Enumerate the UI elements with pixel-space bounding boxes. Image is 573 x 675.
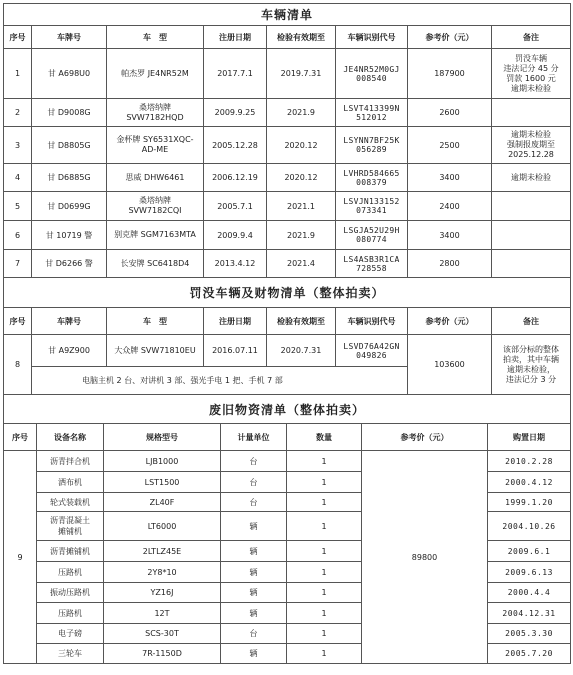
vehicle-model: 大众牌 SVW71810EU: [107, 335, 204, 367]
registration-date: 2013.4.12: [204, 250, 267, 278]
column-header: 车牌号: [32, 26, 107, 49]
vehicle-row: [4, 164, 571, 192]
row-number: 6: [4, 221, 32, 250]
vin: JE4NR52M0GJ 008540: [336, 49, 408, 99]
reference-price: 3400: [408, 221, 492, 250]
registration-date: 2017.7.1: [204, 49, 267, 99]
vehicle-row: [4, 192, 571, 221]
quantity: 1: [287, 583, 362, 603]
vehicle-model: 帕杰罗 JE4NR52M: [107, 49, 204, 99]
vehicle-row: [4, 221, 571, 250]
inspection-valid-until: 2021.1: [267, 192, 336, 221]
remark: [492, 221, 571, 250]
vehicle-model: 桑塔纳牌 SVW7182CQI: [107, 192, 204, 221]
quantity: 1: [287, 493, 362, 512]
remark: 该部分标的整体 拍卖，其中车辆 逾期未检验， 违法记分 3 分: [492, 335, 571, 395]
row-number: 7: [4, 250, 32, 278]
column-header: 计量单位: [221, 424, 287, 451]
spec-model: YZ16J: [104, 583, 221, 603]
equipment-name: 压路机: [37, 603, 104, 624]
vin: LSVD76A42GN 049826: [336, 335, 408, 367]
column-header: 注册日期: [204, 26, 267, 49]
equipment-name: 沥青混凝土 摊铺机: [37, 512, 104, 541]
vehicle-row: [4, 127, 571, 164]
vehicle-row: [4, 49, 571, 99]
column-header: 车 型: [107, 26, 204, 49]
column-header: 序号: [4, 26, 32, 49]
unit: 台: [221, 493, 287, 512]
vehicle-list-title: 车辆清单: [4, 4, 571, 26]
unit: 台: [221, 451, 287, 472]
column-header: 序号: [4, 424, 37, 451]
inspection-valid-until: 2020.12: [267, 164, 336, 192]
unit: 辆: [221, 583, 287, 603]
reference-price: 2400: [408, 192, 492, 221]
reference-price: 3400: [408, 164, 492, 192]
unit: 辆: [221, 644, 287, 664]
plate-number: 甘 D8805G: [32, 127, 107, 164]
purchase-date: 2009.6.1: [488, 541, 571, 562]
vehicle-model: 桑塔纳牌 SVW7182HQD: [107, 99, 204, 127]
confiscated-header-row: [4, 308, 571, 335]
column-header: 规格型号: [104, 424, 221, 451]
vehicle-model: 长安牌 SC6418D4: [107, 250, 204, 278]
column-header: 序号: [4, 308, 32, 335]
spec-model: 2LTLZ45E: [104, 541, 221, 562]
unit: 台: [221, 472, 287, 493]
registration-date: 2009.9.4: [204, 221, 267, 250]
document-sheet: [0, 3, 573, 675]
registration-date: 2016.07.11: [204, 335, 267, 367]
inspection-valid-until: 2019.7.31: [267, 49, 336, 99]
reference-price: 2500: [408, 127, 492, 164]
vin: LS4ASB3R1CA 728558: [336, 250, 408, 278]
purchase-date: 2004.12.31: [488, 603, 571, 624]
column-header: 检验有效期至: [267, 26, 336, 49]
inspection-valid-until: 2020.12: [267, 127, 336, 164]
reference-price: 187900: [408, 49, 492, 99]
quantity: 1: [287, 472, 362, 493]
vin: LSYNN7BF25K 056289: [336, 127, 408, 164]
column-header: 购置日期: [488, 424, 571, 451]
plate-number: 甘 A698U0: [32, 49, 107, 99]
reference-price: 2600: [408, 99, 492, 127]
spec-model: SCS-30T: [104, 624, 221, 644]
registration-date: 2005.7.1: [204, 192, 267, 221]
quantity: 1: [287, 644, 362, 664]
scrap-list-table: [3, 394, 571, 664]
remark: [492, 99, 571, 127]
registration-date: 2009.9.25: [204, 99, 267, 127]
equipment-name: 轮式装载机: [37, 493, 104, 512]
plate-number: 甘 A9Z900: [32, 335, 107, 367]
remark: [492, 192, 571, 221]
confiscated-list-table: [3, 277, 571, 395]
column-header: 车辆识别代号: [336, 308, 408, 335]
quantity: 1: [287, 624, 362, 644]
remark: 逾期未检验 强制报废期至 2025.12.28: [492, 127, 571, 164]
purchase-date: 2000.4.12: [488, 472, 571, 493]
purchase-date: 2000.4.4: [488, 583, 571, 603]
plate-number: 甘 D6885G: [32, 164, 107, 192]
row-number: 8: [4, 335, 32, 395]
column-header: 参考价（元）: [408, 308, 492, 335]
equipment-name: 沥青摊铺机: [37, 541, 104, 562]
column-header: 注册日期: [204, 308, 267, 335]
purchase-date: 2005.3.30: [488, 624, 571, 644]
reference-price: 2800: [408, 250, 492, 278]
unit: 辆: [221, 603, 287, 624]
equipment-name: 三轮车: [37, 644, 104, 664]
row-number: 4: [4, 164, 32, 192]
column-header: 设备名称: [37, 424, 104, 451]
remark: 逾期未检验: [492, 164, 571, 192]
vehicle-model: 别克牌 SGM7163MTA: [107, 221, 204, 250]
quantity: 1: [287, 562, 362, 583]
vehicle-row: [4, 99, 571, 127]
vin: LSVJN133152 073341: [336, 192, 408, 221]
confiscated-list-title: 罚没车辆及财物清单（整体拍卖）: [4, 278, 571, 308]
unit: 台: [221, 624, 287, 644]
equipment-name: 振动压路机: [37, 583, 104, 603]
unit: 辆: [221, 562, 287, 583]
row-number: 1: [4, 49, 32, 99]
plate-number: 甘 D6266 警: [32, 250, 107, 278]
spec-model: 2Y8*10: [104, 562, 221, 583]
spec-model: 7R-1150D: [104, 644, 221, 664]
spec-model: LJB1000: [104, 451, 221, 472]
vehicle-header-row: [4, 26, 571, 49]
vehicle-model: 金杯牌 SY6531XQC- AD-ME: [107, 127, 204, 164]
purchase-date: 1999.1.20: [488, 493, 571, 512]
equipment-name: 沥青拌合机: [37, 451, 104, 472]
vin: LSGJA52U29H 080774: [336, 221, 408, 250]
vehicle-row: [4, 250, 571, 278]
remark: 罚没车辆 违法记分 45 分 罚款 1600 元 逾期未检验: [492, 49, 571, 99]
column-header: 车牌号: [32, 308, 107, 335]
confiscated-items: 电脑主机 2 台、对讲机 3 部、强光手电 1 把、手机 7 部: [32, 367, 408, 395]
equipment-name: 电子磅: [37, 624, 104, 644]
purchase-date: 2005.7.20: [488, 644, 571, 664]
column-header: 数量: [287, 424, 362, 451]
vehicle-list-table: [3, 3, 571, 278]
registration-date: 2006.12.19: [204, 164, 267, 192]
row-number: 5: [4, 192, 32, 221]
inspection-valid-until: 2021.9: [267, 99, 336, 127]
spec-model: ZL40F: [104, 493, 221, 512]
inspection-valid-until: 2021.4: [267, 250, 336, 278]
row-number: 9: [4, 451, 37, 664]
purchase-date: 2009.6.13: [488, 562, 571, 583]
column-header: 车 型: [107, 308, 204, 335]
scrap-row: [4, 451, 571, 472]
equipment-name: 洒布机: [37, 472, 104, 493]
remark: [492, 250, 571, 278]
vin: LSVT413399N 512012: [336, 99, 408, 127]
column-header: 备注: [492, 308, 571, 335]
plate-number: 甘 D0699G: [32, 192, 107, 221]
plate-number: 甘 D9008G: [32, 99, 107, 127]
row-number: 3: [4, 127, 32, 164]
quantity: 1: [287, 541, 362, 562]
unit: 辆: [221, 541, 287, 562]
column-header: 备注: [492, 26, 571, 49]
confiscated-row: [4, 335, 571, 367]
column-header: 检验有效期至: [267, 308, 336, 335]
spec-model: 12T: [104, 603, 221, 624]
equipment-name: 压路机: [37, 562, 104, 583]
purchase-date: 2010.2.28: [488, 451, 571, 472]
quantity: 1: [287, 451, 362, 472]
inspection-valid-until: 2021.9: [267, 221, 336, 250]
scrap-header-row: [4, 424, 571, 451]
vin: LVHRD584665 008379: [336, 164, 408, 192]
unit: 辆: [221, 512, 287, 541]
quantity: 1: [287, 603, 362, 624]
scrap-list-title: 废旧物资清单（整体拍卖）: [4, 395, 571, 424]
row-number: 2: [4, 99, 32, 127]
spec-model: LT6000: [104, 512, 221, 541]
inspection-valid-until: 2020.7.31: [267, 335, 336, 367]
reference-price: 103600: [408, 335, 492, 395]
column-header: 参考价（元）: [408, 26, 492, 49]
column-header: 车辆识别代号: [336, 26, 408, 49]
vehicle-model: 思威 DHW6461: [107, 164, 204, 192]
registration-date: 2005.12.28: [204, 127, 267, 164]
column-header: 参考价（元）: [362, 424, 488, 451]
plate-number: 甘 10719 警: [32, 221, 107, 250]
quantity: 1: [287, 512, 362, 541]
spec-model: LST1500: [104, 472, 221, 493]
reference-price: 89800: [362, 451, 488, 664]
purchase-date: 2004.10.26: [488, 512, 571, 541]
